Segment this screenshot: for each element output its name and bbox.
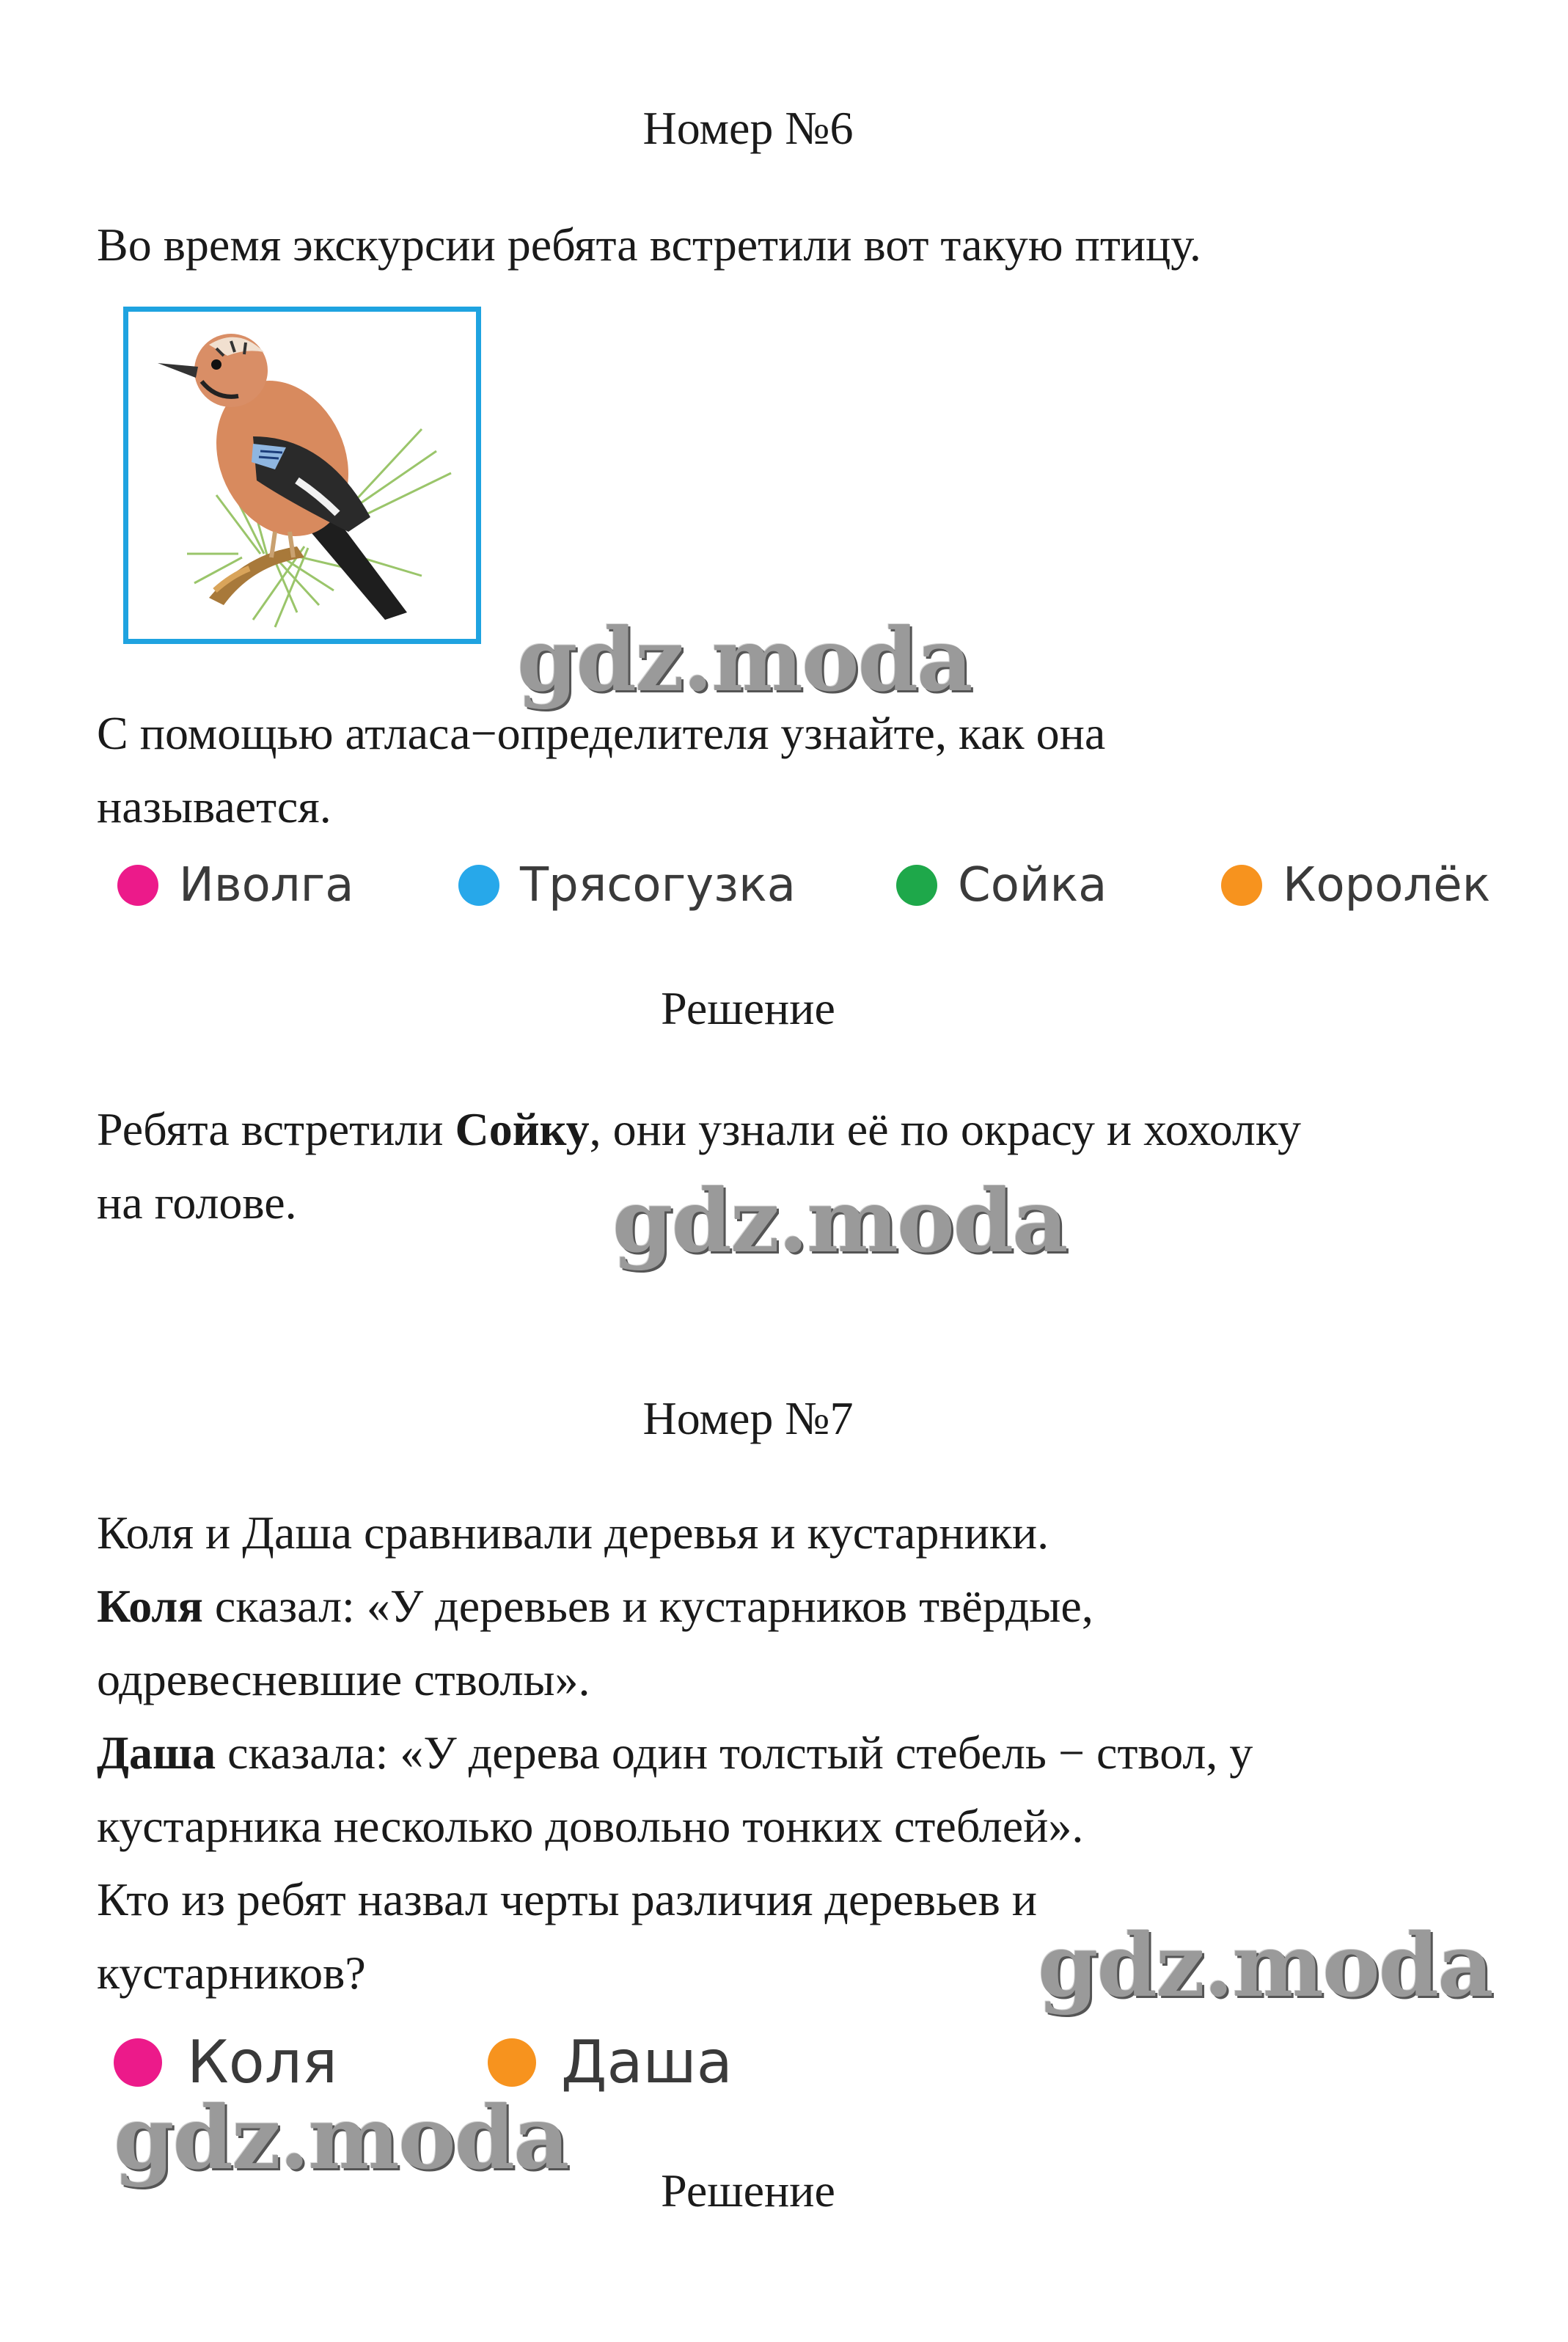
task7-dasha-line1: Даша сказала: «У дерева один толстый стебель − ствол, у (97, 1727, 1253, 1779)
kolya-name: Коля (97, 1580, 203, 1632)
watermark: gdz.moda (517, 609, 972, 711)
task7-kolya-line1: Коля сказал: «У деревьев и кустарников твёрдые, (97, 1580, 1093, 1632)
watermark: gdz.moda (612, 1170, 1067, 1272)
task6-intro: Во время экскурсии ребята встретили вот такую птицу. (97, 219, 1201, 271)
option-marker-icon (488, 2038, 536, 2087)
option-soyka[interactable] (896, 858, 1107, 912)
option-label: Трясогузка (520, 858, 796, 912)
task6-solution-line1: Ребята встретили Сойку, они узнали её по окрасу и хохолку (97, 1103, 1301, 1155)
task6-heading: Номер №6 (642, 102, 854, 154)
task7-dasha-line2: кустарника несколько довольно тонких стеблей». (97, 1800, 1084, 1852)
option-marker-icon (896, 865, 937, 906)
task7-line1: Коля и Даша сравнивали деревья и кустарники. (97, 1507, 1049, 1559)
answer-bold: Сойку (455, 1103, 590, 1155)
option-marker-icon (114, 2038, 162, 2087)
task6-solution-heading: Решение (661, 982, 835, 1034)
task7-kolya-line2: одревесневшие стволы». (97, 1653, 590, 1705)
task6-question-line1: С помощью атласа−определителя узнайте, как она (97, 707, 1106, 759)
option-label: Иволга (179, 858, 354, 912)
task7-question-line2: кустарников? (97, 1947, 366, 1999)
option-label: Сойка (958, 858, 1107, 912)
option-korolek[interactable] (1221, 858, 1490, 912)
option-tryasoguzka[interactable] (458, 858, 796, 912)
task7-heading: Номер №7 (642, 1392, 854, 1444)
option-ivolga[interactable] (117, 858, 354, 912)
jay-bird-illustration-icon (128, 312, 476, 639)
task7-question-line1: Кто из ребят назвал черты различия деревьев и (97, 1873, 1038, 1925)
option-label: Коля (187, 2028, 337, 2096)
task6-solution-line2: на голове. (97, 1177, 297, 1229)
option-marker-icon (117, 865, 158, 906)
option-label: Королёк (1283, 858, 1491, 912)
option-marker-icon (458, 865, 499, 906)
dasha-name: Даша (97, 1727, 216, 1779)
option-marker-icon (1221, 865, 1262, 906)
option-label: Даша (561, 2028, 733, 2096)
task7-solution-heading: Решение (661, 2164, 835, 2217)
jay-bird-image (123, 307, 481, 644)
task6-question-line2: называется. (97, 780, 331, 832)
watermark: gdz.moda (114, 2087, 568, 2189)
watermark: gdz.moda (1038, 1914, 1492, 2016)
